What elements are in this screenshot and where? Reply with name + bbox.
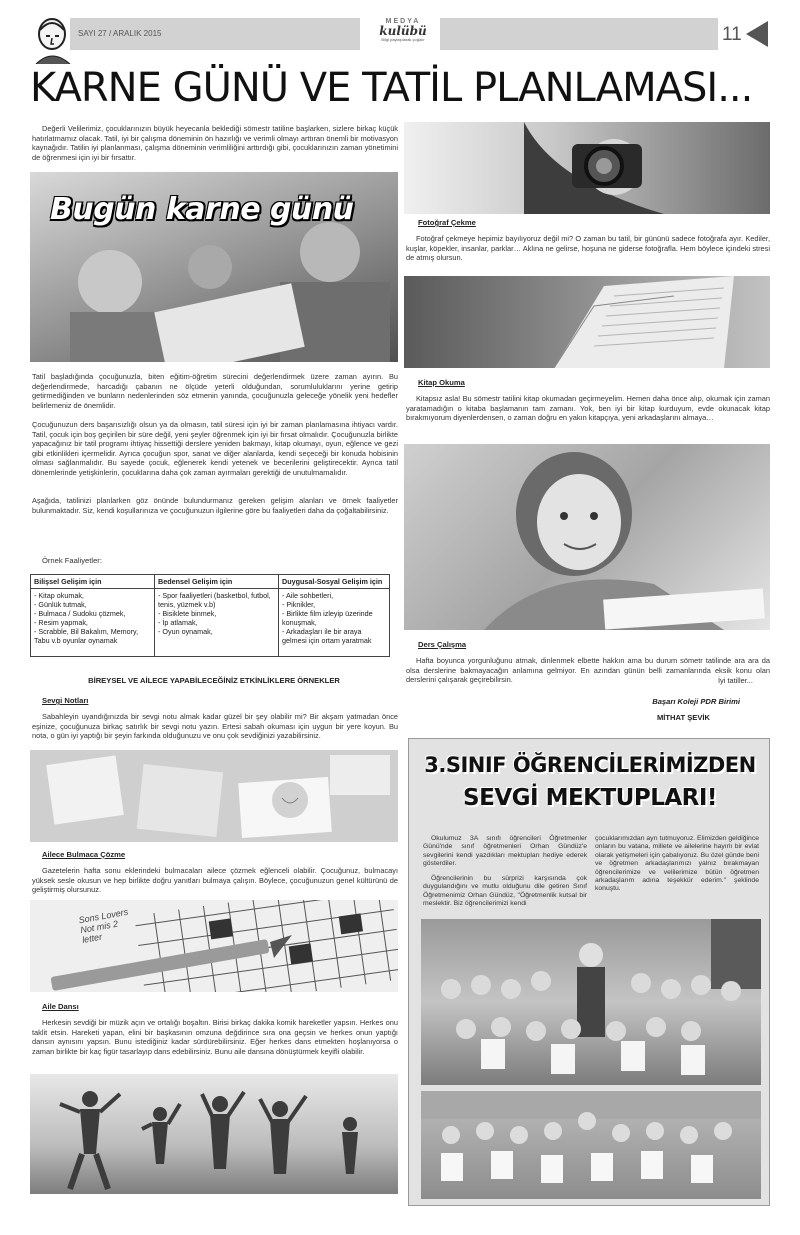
activities-table-wrap xyxy=(30,574,390,657)
closing-text: İyi tatiller... xyxy=(718,676,753,685)
family-dance-photo xyxy=(30,1074,398,1194)
social-item: - Piknikler, xyxy=(282,600,316,609)
ders-title: Ders Çalışma xyxy=(418,640,467,649)
physical-item: - Bisiklete binmek, xyxy=(158,609,217,618)
table-cell-cognitive xyxy=(31,589,155,657)
cognitive-item: - Kitap okumak, xyxy=(34,591,84,600)
social-item: - Birlikte film izleyip üzerinde konuşmak, xyxy=(282,609,373,627)
paragraph-activities-intro: Aşağıda, tatilinizi planlarken göz önünde bulundurmanız gereken gelişim alanları ve örnek faaliyetler bulunmaktadır. Siz, kendi koşullarınıza ve çocuğunuzun ilgilerine göre bu faaliyetleri daha da çoğaltabilirsiniz. xyxy=(32,496,398,515)
signature-unit: Başarı Koleji PDR Birimi xyxy=(652,697,740,706)
table-cell-social xyxy=(279,589,390,657)
crossword-photo xyxy=(30,900,398,992)
foto-title: Fotoğraf Çekme xyxy=(418,218,476,227)
physical-item: - İp atlamak, xyxy=(158,618,198,627)
dancing-silhouettes-illustration xyxy=(30,1074,398,1194)
header xyxy=(0,0,800,60)
sevgi-text: Sabahleyin uyandığınızda bir sevgi notu almak kadar güzel bir şey olabilir mi? Bir akşam yatmadan önce eşinize, çocuğunuza birkaç satırlık bir sevgi notu yazın. Ertesi sabah okuması için uygun bir yere koyun. Bu nota, o gün iyi yaptığı bir şeyin farkında olduğunuzu ve onu çok sevdiğinizi yazabilirsiniz. xyxy=(32,712,398,741)
open-book-illustration xyxy=(404,276,770,368)
signature-name: MİTHAT ŞEVİK xyxy=(656,713,710,722)
logo-top-text: MEDYA xyxy=(385,18,421,25)
bulmaca-text: Gazetelerin hafta sonu eklerindeki bulmacaları ailece çözmek eğlenceli olabilir. Çocuğunuz, bulmacayı yüksek sesle okusun ve hep birlikte doğru yanıtları bulmaya çalışın. Böylece, çocuğunuzun genel kültürünü de geliştirmiş olursunuz. xyxy=(32,866,398,895)
ataturk-portrait-icon xyxy=(30,14,74,64)
section-heading: BİREYSEL VE AİLECE YAPABİLECEĞİNİZ ETKİNLİKLERE ÖRNEKLER xyxy=(88,676,340,685)
dans-text: Herkesin sevdiği bir müzik açın ve ortalığı boşaltın. Birisi birkaç dakika komik hareketler yapsın. Herkes onu taklit etsin. Hareketi yapan, elini bir başkasının omzuna değdirince sıra ona geçsin ve herkes onun yaptığı dansın aynısını yapsın. Bunu istediğiniz kadar sürdürebilirsiniz. Eğer herkes dans etmekten hoşlanıyorsa o zaman birlikte bir kaç figür tasarlayıp dans edebilirsiniz. Bunu aile dansına dönüştürmek keyifli olabilir. xyxy=(32,1018,398,1056)
logo-sub-text: Bilgi paylaşılarak çoğalır xyxy=(381,37,425,42)
notes-illustration xyxy=(30,750,398,842)
letters-banner-line1: 3.SINIF ÖĞRENCİLERİMİZDEN xyxy=(424,753,756,777)
class-photo-with-teacher xyxy=(421,919,761,1085)
activities-table xyxy=(30,574,390,657)
letters-banner-line2: SEVGİ MEKTUPLARI! xyxy=(463,785,717,811)
table-label: Örnek Faaliyetler: xyxy=(42,556,102,565)
table-header-cognitive: Bilişsel Gelişim için xyxy=(31,575,155,589)
physical-item: - Spor faaliyetleri (basketbol, futbol, tenis, yüzmek v.b) xyxy=(158,591,271,609)
cognitive-item: - Resim yapmak, xyxy=(34,618,88,627)
foto-text: Fotoğraf çekmeye hepimiz bayılıyoruz değil mi? O zaman bu tatil, bir gününü sadece fotoğrafa ayır. Kediler, kuşlar, köpekler, insanlar, parklar… Aklına ne gelirse, hoşuna ne giderse fotoğrafla. Hem böylece içindeki stresi de atmış olursun. xyxy=(406,234,770,263)
social-item: - Aile sohbetleri, xyxy=(282,591,334,600)
cognitive-item: - Scrabble, Bil Bakalım, Memory, Tabu v.b oyunlar oynamak xyxy=(34,627,139,645)
social-item: - Arkadaşları ile bir araya gelmesi için ortam yaratmak xyxy=(282,627,372,645)
photo-banner-text: Bugün karne günü xyxy=(50,192,354,227)
girl-studying-illustration xyxy=(404,444,770,630)
camera-illustration xyxy=(404,122,770,214)
class-photo-with-letters xyxy=(421,1091,761,1199)
students-group-illustration-2 xyxy=(421,1091,761,1199)
ders-text: Hafta boyunca yorgunluğunu atmak, dinlenmek elbette hakkın ama bu durum sömetr tatilinde ara ara da olsa derslerine bakmayacağın anlamına gelmiyor. En azından günün belli zamanlarında eksik konu olan derslerini çalışarak geçirebilirsin. xyxy=(406,656,770,685)
letters-text-col1b: Öğrencilerinin bu sürprizi karşısında çok duygulandığını ve mutlu olduğunu dile getiren Sınıf Öğretmenimiz Orhan Gündüz, "Öğretmenlik kutsal bir meslektir. Biz öğrencilerimizi kendi xyxy=(423,875,587,908)
intro-paragraph: Değerli Velilerimiz, çocuklarınızın büyük heyecanla beklediği sömestr tatiline başlarken, sizlere birkaç küçük hatırlatmamız olacak. Tatil, iyi bir çalışma döneminin ön hazırlığı ve verimli olmayı arttıran önemli bir motivasyon kaynağıdır. Tatilin iyi planlanması, çalışma döneminin verimliliğini arttırdığı gibi, çocuklarınızın zaman yönetimini de öğrenmesi için iyi bir fırsattır. xyxy=(32,124,398,162)
cognitive-item: - Günlük tutmak, xyxy=(34,600,87,609)
header-bar-right xyxy=(440,18,718,50)
report-card-day-photo xyxy=(30,172,398,362)
page-title: KARNE GÜNÜ VE TATİL PLANLAMASI... xyxy=(30,65,753,111)
table-header-physical: Bedensel Gelişim için xyxy=(155,575,279,589)
bulmaca-title: Ailece Bulmaca Çözme xyxy=(42,850,126,859)
camera-girl-photo xyxy=(404,122,770,214)
letters-text-col2: çocuklarımızdan ayrı tutmuyoruz. Elimizden geldiğince onların bu vatana, millete ve ailelerine hayırlı bir evlat olarak yetişmeleri için çabalıyoruz. Bu özel günde beni ve öğretmen arkadaşlarımızı yalnız bırakmayan öğrencilerimize ve velilerimize bütün öğretmen arkadaşlarım adına teşekkür ederim." şeklinde konuştu. xyxy=(595,835,759,893)
letters-box xyxy=(408,738,770,1206)
letters-text-col1: Okulumuz 3A sınıfı öğrencileri Öğretmenler Günü'nde sınıf öğretmenleri Orhan Gündüz'e sevgilerini kendi yazdıkları mektupları hediye ederek gösterdiler. xyxy=(423,835,587,868)
crossword-photo-text: Sons Lovers Not mis 2 letter xyxy=(77,906,129,945)
sevgi-title: Sevgi Notları xyxy=(42,696,89,705)
dans-title: Aile Dansı xyxy=(42,1002,79,1011)
table-cell-physical xyxy=(155,589,279,657)
logo-main-text: kulübü xyxy=(379,24,427,38)
triangle-marker-icon xyxy=(746,21,768,47)
paragraph-evaluation: Tatil başladığında çocuğunuzla, biten eğitim-öğretim sürecini değerlendirmek üzere zaman ayırın. Bu değerlendirmede, harcadığı çabanın ne ölçüde yeterli olduğundan, sorumluluklarını yerine getirip getirmediğinden ve bunların nedenlerinden söz etmenin yanında, çocuğunuzla geleceğe yönelik yeni hedefler belirlemeniz de önemlidir. xyxy=(32,372,398,410)
table-header-social: Duygusal-Sosyal Gelişim için xyxy=(279,575,390,589)
medya-kulubu-logo xyxy=(368,18,438,50)
page-number: 11 xyxy=(722,24,742,45)
cognitive-item: - Bulmaca / Sudoku çözmek, xyxy=(34,609,126,618)
kitap-text: Kitapsız asla! Bu sömestr tatilini kitap okumadan geçirmeyelim. Hemen daha önce alıp, okumak için zaman yaratamadığın o kitaba başlamanın tam zamanı. Yok, ben iyi bir kitap kurduyum, evde okunacak kitap bırakmıyorum diyenlerdensen, o zaman doğru en yakın kitapçıya, yeni arkadaşlarını almaya… xyxy=(406,394,770,423)
issue-label: SAYI 27 / ARALIK 2015 xyxy=(78,29,162,38)
studying-girl-photo xyxy=(404,444,770,630)
students-group-illustration-1 xyxy=(421,919,761,1085)
physical-item: - Oyun oynamak, xyxy=(158,627,213,636)
paragraph-planning: Çocuğunuzun ders başarısızlığı olsun ya da olmasın, tatil süresi için iyi bir zaman planlamasına ihtiyacı vardır. Tatil, çocuk için boş geçirilen bir süre değil, yeni şeyler öğrenmek için iyi bir fırsat olmalıdır. Çocuğunuzla birlikte yapacağınız bir tatil programı ihtiyaç hissettiği derslere yeniden bakmayı, kitap okumayı, oyun, eğlence ve gezi gibi etkinlikleri içermelidir. Ayrıca çocuğun spor, sanat ve diğer alanlarda, kendi seçeceği bir konuda hobisinin olması sağlanmalıdır. Bu sayede çocuk, eğlenerek kendi yetenek ve becerilerini geliştirecektir. Ayrıca tatil dönemlerinde yetişkinlerin, çocuklarına daha çok zaman ayırmaları gerektiği de unutulmamalıdır. xyxy=(32,420,398,477)
kitap-title: Kitap Okuma xyxy=(418,378,465,387)
book-photo xyxy=(404,276,770,368)
love-notes-photo xyxy=(30,750,398,842)
